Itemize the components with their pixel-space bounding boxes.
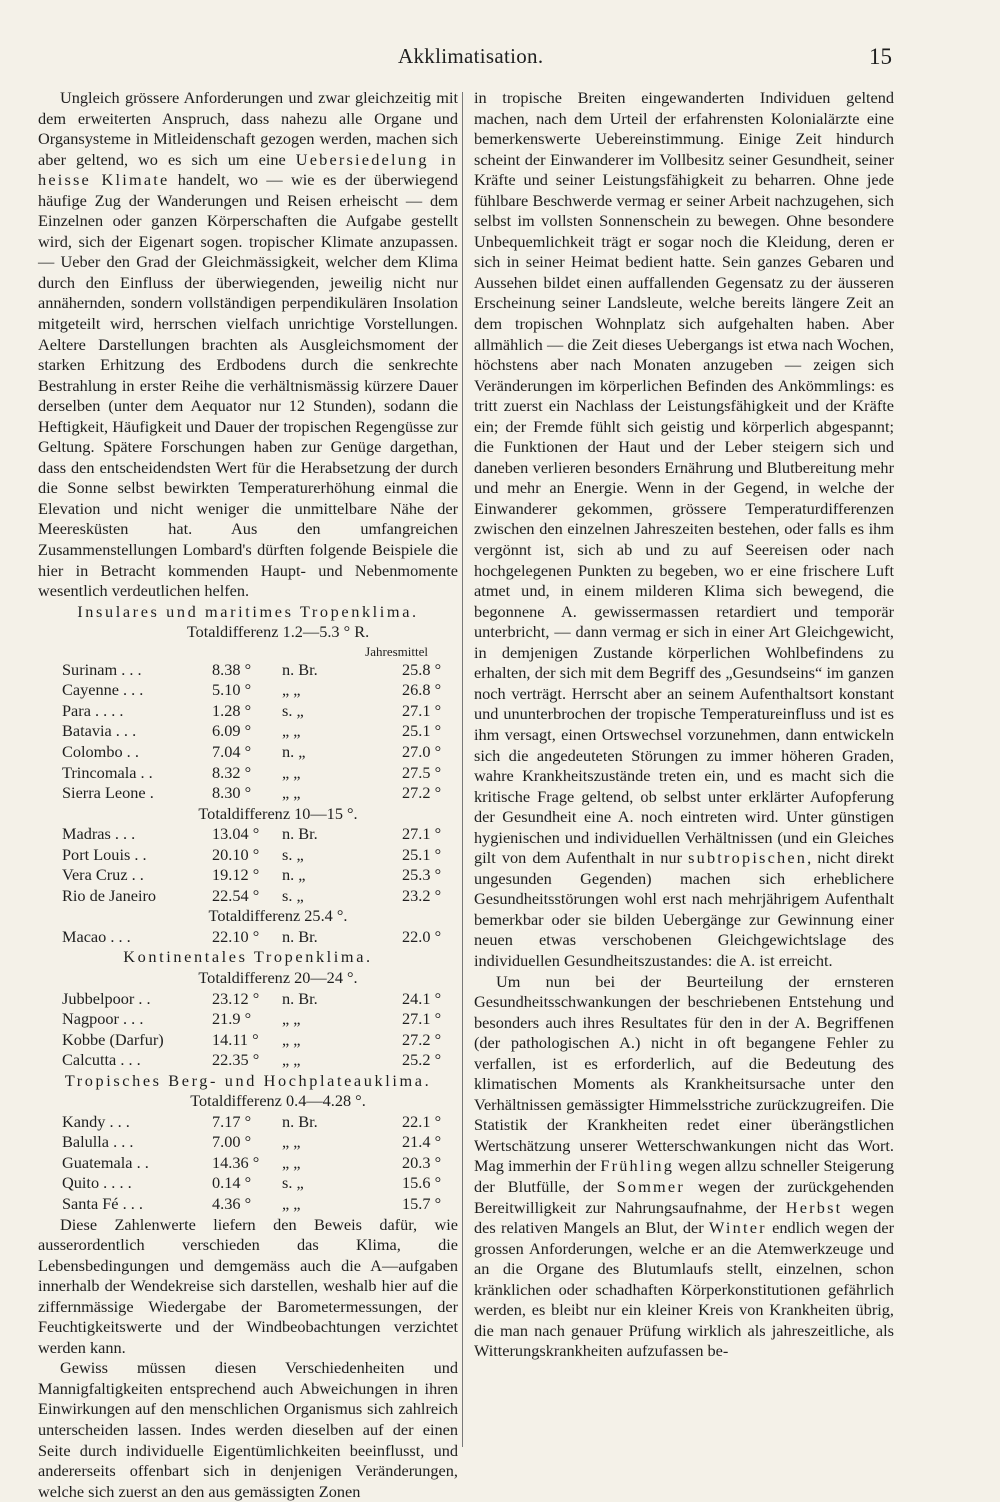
place-name: Para . . . .	[62, 700, 124, 720]
column-divider	[462, 92, 463, 1447]
climate-section	[38, 1071, 458, 1215]
place-name: Macao . . .	[62, 926, 131, 946]
place-name: Kandy . . .	[62, 1111, 130, 1131]
annual-mean: 27.1 °	[402, 1009, 442, 1029]
annual-mean: 22.0 °	[402, 926, 442, 946]
climate-table	[38, 1112, 458, 1215]
latitude: s. „	[282, 885, 304, 905]
latitude: n. Br.	[282, 824, 318, 844]
latitude: n. „	[282, 865, 306, 885]
latitude: s. „	[282, 844, 304, 864]
climate-table	[38, 989, 458, 1071]
place-name: Jubbelpoor . .	[62, 988, 151, 1008]
table-row	[38, 1153, 458, 1174]
right-paragraph-1: in tropische Breiten eingewanderten Individuen geltend machen, nach dem Urteil der erfahrensten Kolonialärzte eine bemerkenswerte Uebereinstimmung. Einige Zeit hindurch scheint der Einwanderer im Vollbesitz seiner Gesundheit, seiner Kräfte und seiner Leistungsfähigkeit zu beharren. Ohne jede fühlbare Beschwerde vermag er seiner Arbeit nachzugehen, sich selbst im vollsten Sonnenschein zu bewegen. Ohne besondere Unbequemlichkeit trägt er sogar noch die Kleidung, deren er sich in seiner Heimat bedient hatte. Sein ganzes Gebaren und Aussehen bildet einen auffallenden Gegensatz zu der äusseren Erscheinung seiner Landsleute, welche bereits längere Zeit an dem tropischen Wohnplatz sich aufgehalten haben. Aber allmählich — die Zeit dieses Uebergangs ist etwa nach Wochen, höchstens aber nach Monaten anzugeben — zeigen sich Veränderungen im körperlichen Befinden des Ankömmlings: es tritt zuerst ein Nachlass der Leistungsfähigkeit und der Kräfte ein; der Fremde fühlt sich geistig und körperlich abgespannt; die Funktionen der Haut und der Leber steigern sich und daneben verlieren besonders Ernährung und Blutbereitung mehr und mehr an Energie. Wenn in der Gegend, in welche der Einwanderer gekommen, grössere Temperaturdifferenzen zwischen den einzelnen Jahreszeiten bestehen, oder falls es ihm vergönnt ist, sich ab und zu auf Seereisen oder nach hochgelegenen Punkten zu begeben, wo er eine frischere Luft atmet und, in einem milderen Klima sich bewegend, die begonnene A. gewissermassen retardiert und temporär unterbricht, — dann vermag er sich in einer Art Gleichgewicht, in demjenigen Zustande körperlichen Wohlbefindens zu erhalten, der sich mit dem Begriff des „Gesundseins“ im ganzen noch verträgt. Herrscht aber an seinem Aufenthaltsort konstant und ununterbrochen der tropische Temperatureinfluss und ist es ihm versagt, einen Ortswechsel vorzunehmen, dann entwickeln sich die angedeuteten Störungen zu immer höheren Graden, wahre Krankheitszustände treten ein, und es macht sich die kritische Frage geltend, ob selbst unter erklärter Aufopferung der Gesundheit eine A. noch eintreten wird. Unter günstigen hygienischen und individuellen Verhältnissen (und ein Gleiches gilt von dem Aufenthalt in nur subtropischen, nicht direkt ungesunden Gegenden) machen sich erheblichere Gesundheitsstörungen wohl erst nach mehrjährigem Aufenthalt bemerkbar oder sie bilden Uebergänge zur Gewinnung einer neuen etwas verschobenen Gleichgewichtslage des individuellen Gesundheitszustandes: die A. ist erreicht.	[474, 88, 894, 970]
latitude: „ „	[282, 1009, 301, 1029]
climate-section	[38, 947, 458, 1070]
page-header	[0, 42, 1000, 76]
season-autumn: Herbst	[785, 1197, 843, 1217]
place-name: Guatemala . .	[62, 1152, 149, 1172]
total-difference: Totaldifferenz 0.4—4.28 °.	[190, 1091, 366, 1111]
latitude: „ „	[282, 721, 301, 741]
annual-mean: 15.7 °	[402, 1193, 442, 1213]
page-number: 15	[869, 44, 892, 69]
latitude: „ „	[282, 680, 301, 700]
intro-paragraph: Ungleich grössere Anforderungen und zwar gleichzeitig mit dem erweiterten Anspruch, dass nahezu alle Organe und Organsysteme in Mitleidenschaft gezogen werden, machen sich aber geltend, wo es sich um eine Uebersiedelung in heisse Klimate handelt, wo — wie es der überwiegend häufige Zug der Wanderungen und Reisen erheischt — dem Einzelnen oder ganzen Körperschaften die Aufgabe gestellt wird, sich der Eigenart sogen. tropischer Klimate anzupassen. — Ueber den Grad der Gleichmässigkeit, welcher dem Klima durch den Einfluss der überwiegenden, jeweilig nicht nur annähernden, sondern vollständigen perpendikulären Insolation mitgeteilt wird, herrschen vielfach unrichtige Vorstellungen. Aeltere Darstellungen brachten als Ausgleichsmoment der starken Erhitzung des Erdbodens durch die senkrechte Bestrahlung in erster Reihe die verhältnismässig kürzere Dauer derselben (unter dem Aequator nur 12 Stunden), sodann die Heftigkeit, Häufigkeit und Dauer der tropischen Regengüsse zur Geltung. Spätere Forschungen haben zur Genüge dargethan, dass den entscheidendsten Wert für die Herabsetzung der durch die Sonne selbst bewirkten Temperaturerhöhung einmal die Elevation und nicht weniger die unmittelbare Nähe der Meeresküsten hat. Aus den umfangreichen Zusammenstellungen Lombard's dürften folgende Beispiele die hier in Betracht kommenden Haupt- und Nebenmomente wesentlich verdeutlichen helfen.	[38, 88, 459, 601]
latitude: „ „	[282, 1050, 301, 1070]
temperature-difference: 6.09 °	[212, 721, 252, 741]
latitude: „ „	[282, 783, 301, 803]
place-name: Calcutta . . .	[62, 1050, 141, 1070]
annual-mean: 27.1 °	[402, 700, 442, 720]
table-row	[38, 721, 458, 742]
latitude: „ „	[282, 1152, 301, 1172]
table-row	[38, 701, 458, 722]
place-name: Balulla . . .	[62, 1132, 134, 1152]
table-row	[38, 1194, 458, 1215]
season-spring: Frühling	[600, 1156, 675, 1176]
total-difference: Totaldifferenz 10—15 °.	[198, 803, 358, 823]
temperature-difference: 7.17 °	[212, 1111, 252, 1131]
temperature-difference: 19.12 °	[212, 865, 260, 885]
annual-mean: 27.5 °	[402, 762, 442, 782]
latitude: „ „	[282, 1132, 301, 1152]
temperature-difference: 8.38 °	[212, 659, 252, 679]
temperature-difference: 22.10 °	[212, 926, 260, 946]
temperature-difference: 23.12 °	[212, 988, 260, 1008]
table-row	[38, 1009, 458, 1030]
temperature-difference: 13.04 °	[212, 824, 260, 844]
table-row	[38, 1050, 458, 1071]
season-summer: Sommer	[616, 1176, 685, 1196]
table-row	[38, 989, 458, 1010]
temperature-difference: 14.11 °	[212, 1029, 259, 1049]
climate-table	[38, 643, 458, 804]
latitude: n. Br.	[282, 926, 318, 946]
place-name: Cayenne . . .	[62, 680, 144, 700]
annual-mean: 27.2 °	[402, 783, 442, 803]
running-title: Akklimatisation.	[398, 44, 544, 68]
latitude: s. „	[282, 700, 304, 720]
climate-tables	[38, 602, 458, 1215]
latitude: n. „	[282, 741, 306, 761]
table-row	[38, 927, 458, 948]
latitude: n. Br.	[282, 1111, 318, 1131]
place-name: Nagpoor . . .	[62, 1009, 144, 1029]
temperature-difference: 21.9 °	[212, 1009, 252, 1029]
temperature-difference: 5.10 °	[212, 680, 252, 700]
table-row	[38, 763, 458, 784]
temperature-difference: 7.00 °	[212, 1132, 252, 1152]
annual-mean: 22.1 °	[402, 1111, 442, 1131]
climate-section	[38, 602, 458, 804]
annual-mean: 24.1 °	[402, 988, 442, 1008]
place-name: Trincomala . .	[62, 762, 153, 782]
place-name: Santa Fé . . .	[62, 1193, 143, 1213]
place-name: Sierra Leone .	[62, 783, 154, 803]
annual-mean: 27.2 °	[402, 1029, 442, 1049]
annual-mean: 25.2 °	[402, 1050, 442, 1070]
table-row	[38, 1132, 458, 1153]
temperature-difference: 1.28 °	[212, 700, 252, 720]
latitude: s. „	[282, 1173, 304, 1193]
after-paragraph-2: Gewiss müssen diesen Verschiedenheiten und Mannigfaltigkeiten entsprechend auch Abweichungen in ihren Einwirkungen auf den menschlichen Organismus sich zahlreich unterscheiden lassen. Indes werden dieselben auf der einen Seite durch individuelle Eigentümlichkeiten beeinflusst, und andererseits offenbart sich in denjenigen Veränderungen, welche sich zuerst an den aus gemässigten Zonen	[38, 1358, 458, 1501]
column-header-annual-mean: Jahresmittel	[365, 643, 428, 659]
place-name: Vera Cruz . .	[62, 865, 144, 885]
latitude: „ „	[282, 1029, 301, 1049]
annual-mean: 25.1 °	[402, 721, 442, 741]
emphasis-text: Uebersiedelung in heisse Klimate	[38, 149, 459, 190]
annual-mean: 21.4 °	[402, 1132, 442, 1152]
table-row	[38, 865, 458, 886]
section-title: Kontinentales Tropenklima.	[123, 947, 373, 967]
annual-mean: 23.2 °	[402, 885, 442, 905]
annual-mean: 26.8 °	[402, 680, 442, 700]
annual-mean: 25.1 °	[402, 844, 442, 864]
place-name: Rio de Janeiro	[62, 885, 157, 905]
annual-mean: 27.0 °	[402, 741, 442, 761]
after-paragraph-1: Diese Zahlenwerte liefern den Beweis dafür, wie ausserordentlich verschieden das Klima, die Lebensbedingungen und demgemäss auch die A—aufgaben innerhalb der Wendekreise sich darstellen, weshalb hier auf die ziffernmässige Wiedergabe der Barometermessungen, der Feuchtigkeitswerte und der Windbeobachtungen verzichtet werden kann.	[38, 1214, 458, 1357]
place-name: Madras . . .	[62, 824, 136, 844]
table-row	[38, 1030, 458, 1051]
total-difference: Totaldifferenz 25.4 °.	[208, 906, 348, 926]
annual-mean: 20.3 °	[402, 1152, 442, 1172]
temperature-difference: 8.30 °	[212, 783, 252, 803]
temperature-difference: 14.36 °	[212, 1152, 260, 1172]
climate-table	[38, 824, 458, 906]
place-name: Batavia . . .	[62, 721, 137, 741]
temperature-difference: 20.10 °	[212, 844, 260, 864]
latitude: n. Br.	[282, 988, 318, 1008]
table-row	[38, 1112, 458, 1133]
place-name: Kobbe (Darfur)	[62, 1029, 164, 1049]
table-row	[38, 886, 458, 907]
annual-mean: 27.1 °	[402, 824, 442, 844]
place-name: Quito . . . .	[62, 1173, 132, 1193]
annual-mean: 15.6 °	[402, 1173, 442, 1193]
place-name: Surinam . . .	[62, 659, 142, 679]
table-row	[38, 845, 458, 866]
table-row	[38, 1173, 458, 1194]
temperature-difference: 4.36 °	[212, 1193, 252, 1213]
place-name: Port Louis . .	[62, 844, 147, 864]
latitude: „ „	[282, 762, 301, 782]
table-row	[38, 742, 458, 763]
emphasis-text: subtropischen	[688, 848, 808, 868]
place-name: Colombo . .	[62, 741, 139, 761]
climate-section	[38, 906, 458, 947]
table-row	[38, 783, 458, 804]
latitude: n. Br.	[282, 659, 318, 679]
section-title: Tropisches Berg- und Hochplateauklima.	[64, 1070, 432, 1090]
right-paragraph-2: Um nun bei der Beurteilung der ernsteren Gesundheitsschwankungen der beschriebenen Entstehung und besonders auch ihres Resultates für den in der A. Begriffenen (der pathologischen A.) nicht in oft begangene Fehler zu verfallen, ist es erforderlich, auf die Bedeutung des klimatischen Moments als Krankheitsursache unter den Verhältnissen gemässigter Himmelsstriche zurückzugreifen. Die Statistik der Krankheiten redet einer überängstlichen Wertschätzung unserer Wetterschwankungen nicht das Wort. Mag immerhin der Frühling wegen allzu schneller Steigerung der Blutfülle, der Sommer wegen der zurückgehenden Bereitwilligkeit zur Nahrungsaufnahme, der Herbst wegen des relativen Mangels an Blut, der Winter endlich wegen der grossen Anforderungen, welche er an die Atemwerkzeuge und an die Organe des Blutumlaufs stellt, einzelnen, schon kränklichen oder schadhaften Körperkonstitutionen gefährlich werden, es bleibt nur ein kleiner Kreis von Krankheiten übrig, die man nach genauer Prüfung wirklich als jahreszeitliche, als Witterungskrankheiten aufzufassen be-	[474, 971, 895, 1361]
left-column	[38, 88, 458, 1502]
annual-mean: 25.3 °	[402, 865, 442, 885]
climate-section	[38, 804, 458, 907]
right-column	[474, 88, 894, 1362]
table-row	[38, 680, 458, 701]
table-row	[38, 660, 458, 681]
table-row	[38, 824, 458, 845]
total-difference: Totaldifferenz 1.2—5.3 ° R.	[186, 622, 370, 642]
total-difference: Totaldifferenz 20—24 °.	[198, 967, 358, 987]
annual-mean: 25.8 °	[402, 659, 442, 679]
temperature-difference: 0.14 °	[212, 1173, 252, 1193]
temperature-difference: 22.54 °	[212, 885, 260, 905]
latitude: „ „	[282, 1193, 301, 1213]
temperature-difference: 22.35 °	[212, 1050, 260, 1070]
section-title: Insulares und maritimes Tropenklima.	[77, 601, 419, 621]
season-winter: Winter	[709, 1218, 767, 1238]
temperature-difference: 7.04 °	[212, 741, 252, 761]
temperature-difference: 8.32 °	[212, 762, 252, 782]
climate-table	[38, 927, 458, 948]
